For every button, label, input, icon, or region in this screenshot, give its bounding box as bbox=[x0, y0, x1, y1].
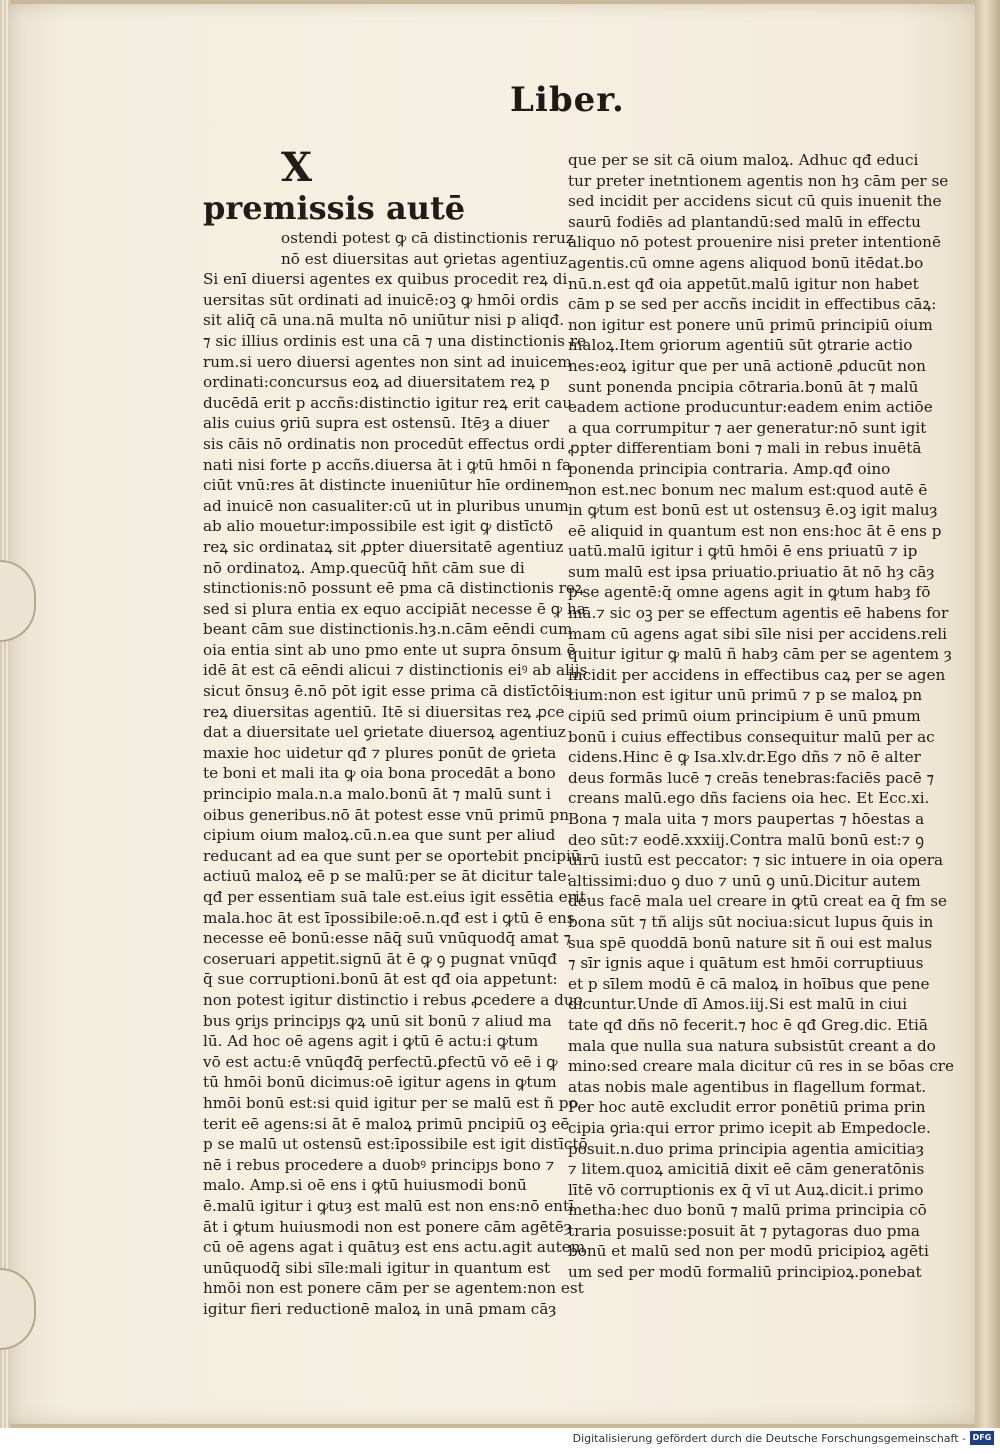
text-line: nē i rebus procedere a duobꝰ principȷs bono ⁊ bbox=[203, 1155, 555, 1174]
text-line: Bona ⁊ mala uita ⁊ mors paupertas ⁊ hōestas a bbox=[568, 810, 925, 828]
text-line: tū hmōi bonū dicimus:oē igitur agens in ꝙtum bbox=[203, 1073, 557, 1092]
text-line: bonū i cuius effectibus consequitur malū per ac bbox=[568, 727, 935, 746]
text-line: ordinati:concursus eoꝝ ad diuersitatem reꝝ p bbox=[203, 373, 550, 392]
text-line: hmōi non est ponere cām per se agentem:non est bbox=[203, 1279, 584, 1298]
text-line: qđ per essentiam suā tale est.eius igit essētia erit bbox=[203, 888, 586, 906]
text-line: mala.hoc āt est īpossibile:oē.n.qđ est i ꝙtū ē ens bbox=[203, 908, 575, 927]
text-line: oia entia sint ab uno pmo ente ut supra ōnsum ē bbox=[203, 640, 576, 659]
text-line: sum malū est ipsa priuatio.priuatio āt nō hȝ cāȝ bbox=[568, 562, 935, 581]
text-line: reꝝ diuersitas agentiū. Itē si diuersitas reꝝ ꝓce bbox=[203, 702, 565, 721]
text-line: ad inuicē non casualiter:cū ut in pluribus unum bbox=[203, 496, 569, 515]
text-line: āt i ꝙtum huiusmodi non est ponere cām agētēȝ bbox=[203, 1217, 572, 1236]
text-line: tur preter inetntionem agentis non hȝ cām per se bbox=[568, 171, 949, 190]
text-line: mala que nulla sua natura subsistūt creant a do bbox=[568, 1036, 936, 1055]
text-line: deus formās lucē ⁊ creās tenebras:faciēs pacē ⁊ bbox=[568, 768, 935, 787]
text-line: creans malū.ego dñs faciens oia hec. Et Ecc.xi. bbox=[568, 789, 930, 808]
right-column bbox=[568, 150, 954, 1283]
text-line: reꝝ sic ordinataꝝ sit ꝓpter diuersitatē agentiuz bbox=[203, 537, 564, 556]
text-line: nō est diuersitas aut ꝯrietas agentiuz bbox=[281, 249, 568, 268]
text-line: stinctionis:nō possunt eē pma cā distinctionis reꝝ bbox=[203, 579, 584, 598]
text-line: bus ꝯriȷs principȷs ꝙꝝ unū sit bonū ⁊ aliud ma bbox=[203, 1011, 552, 1030]
text-line: ab alio mouetur:impossibile est igit ꝙ distīctō bbox=[203, 517, 554, 536]
text-line: nes:eoꝝ igitur que per unā actionē ꝓducūt non bbox=[568, 356, 926, 375]
text-line: eadem actione producuntur:eadem enim actiōe bbox=[568, 398, 933, 417]
text-line: beant cām sue distinctionis.hȝ.n.cām eēndi cum bbox=[203, 620, 573, 639]
text-line: non est.nec bonum nec malum est:quod autē ē bbox=[568, 480, 928, 499]
text-line: agentis.cū omne agens aliquod bonū itēdat.bo bbox=[568, 253, 924, 272]
text-line: cipium oium maloꝝ.cū.n.ea que sunt per aliud bbox=[203, 826, 556, 845]
text-line: traria posuisse:posuit āt ⁊ pytagoras duo pma bbox=[568, 1221, 920, 1240]
text-line: cipia ꝯria:qui error primo icepit ab Empedocle. bbox=[568, 1118, 931, 1137]
text-line: a qua corrumpitur ⁊ aer generatur:nō sunt igit bbox=[568, 418, 927, 437]
text-line: um sed per modū formaliū principioꝝ.ponebat bbox=[568, 1263, 922, 1282]
text-line: p se malū ut ostensū est:īpossibile est igit distīctō bbox=[203, 1135, 588, 1154]
text-line: bona sūt ⁊ tñ alijs sūt nociua:sicut lupus q̄uis in bbox=[568, 912, 934, 931]
text-line: quitur igitur ꝙ malū ñ habȝ cām per se agentem ȝ bbox=[568, 645, 952, 664]
text-line: non potest igitur distinctio i rebus ꝓcedere a duo bbox=[203, 990, 583, 1009]
text-line: sed si plura entia ex equo accipiāt necesse ē ꝙ ha bbox=[203, 599, 586, 618]
text-line: maxie hoc uidetur qđ ⁊ plures ponūt de ꝯrieta bbox=[203, 743, 557, 762]
text-line: principio mala.n.a malo.bonū āt ⁊ malū sunt i bbox=[203, 785, 551, 804]
dfg-logo: DFG bbox=[970, 1431, 994, 1445]
text-line: ⁊ litem.quoꝝ amicitiā dixit eē cām generatōnis bbox=[568, 1160, 925, 1179]
text-line: atas nobis male agentibus in flagellum format. bbox=[568, 1077, 927, 1096]
text-line: maloꝝ.Item ꝯriorum agentiū sūt ꝯtrarie actio bbox=[568, 336, 913, 355]
left-column bbox=[203, 144, 588, 1319]
text-line: ⁊ sic illius ordinis est una cā ⁊ una distinctionis re bbox=[203, 331, 587, 350]
right-column-text bbox=[568, 150, 954, 1283]
text-line: ducēdā erit p accñs:distinctio igitur reꝝ erit cau bbox=[203, 393, 573, 412]
text-line: incidit per accidens in effectibus caꝝ per se agen bbox=[568, 665, 946, 684]
text-line: necesse eē bonū:esse nāq̄ suū vnūquodq̄ amat ⁊ bbox=[203, 929, 572, 948]
text-line: sed incidit per accidens sicut cū quis inuenit the bbox=[568, 192, 942, 211]
text-line: uirū iustū est peccator: ⁊ sic intuere in oia opera bbox=[568, 851, 944, 870]
text-line: bonū et malū sed non per modū pricipioꝝ agēti bbox=[568, 1242, 929, 1261]
chapter-headline: premissis autē bbox=[203, 189, 466, 227]
text-line: sit aliq̄ cā una.nā multa nō uniūtur nisi p aliqđ. bbox=[203, 311, 565, 330]
text-line: non igitur est ponere unū primū principiū oium bbox=[568, 315, 933, 334]
text-line: sis cāis nō ordinatis non procedūt effectus ordi bbox=[203, 434, 565, 453]
chapter-opening bbox=[203, 144, 535, 228]
text-line: nō ordinatoꝝ. Amp.quecūq̄ hñt cām sue di bbox=[203, 558, 525, 577]
text-line: vō est actu:ē vnūqđq̄ perfectū.ꝑfectū vō eē i ꝙ bbox=[203, 1052, 558, 1071]
text-line: altissimi:duo ꝯ duo ⁊ unū ꝯ unū.Dicitur autem bbox=[568, 871, 921, 890]
text-line: coseruari appetit.signū āt ē ꝙ ꝯ pugnat vnūqđ bbox=[203, 949, 557, 968]
text-line: rum.si uero diuersi agentes non sint ad inuicem bbox=[203, 352, 572, 371]
text-line: ponenda principia contraria. Amp.qđ oino bbox=[568, 459, 891, 478]
initial-letter: X bbox=[281, 144, 313, 191]
text-line: tium:non est igitur unū primū ⁊ p se maloꝝ pn bbox=[568, 686, 923, 705]
text-line: reducant ad ea que sunt per se oportebit pncipiū bbox=[203, 846, 581, 865]
text-line: Per hoc autē excludit error ponētiū prima prin bbox=[568, 1098, 926, 1117]
text-line: q̄ sue corruptioni.bonū āt est qđ oia appetunt: bbox=[203, 970, 558, 989]
text-line: aliquo nō potest prouenire nisi preter intentionē bbox=[568, 233, 941, 252]
text-line: que per se sit cā oium maloꝝ. Adhuc qđ educi bbox=[568, 151, 919, 169]
text-line: in ꝙtum est bonū est ut ostensuȝ ē.oꝫ igit maluȝ bbox=[568, 501, 938, 520]
text-line: sua spē quoddā bonū nature sit ñ oui est malus bbox=[568, 933, 933, 952]
text-line: mam cū agens agat sibi sīle nisi per accidens.reli bbox=[568, 624, 948, 643]
text-line: dat a diuersitate uel ꝯrietate diuersoꝝ agentiuz bbox=[203, 723, 566, 742]
text-line: nū.n.est qđ oia appetūt.malū igitur non habet bbox=[568, 274, 919, 293]
text-line: uatū.malū igitur i ꝙtū hmōi ē ens priuatū ⁊ ip bbox=[568, 542, 918, 561]
text-line: malo. Amp.si oē ens i ꝙtū huiusmodi bonū bbox=[203, 1176, 527, 1195]
text-line: actiuū maloꝝ eē p se malū:per se āt dicitur tale: bbox=[203, 867, 572, 886]
text-line: ꝓpter differentiam boni ⁊ mali in rebus inuētā bbox=[568, 439, 922, 458]
text-line: dicuntur.Unde dī Amos.iij.Si est malū in ciui bbox=[568, 995, 908, 1014]
text-line: unūquodq̄ sibi sīle:mali igitur in quantum est bbox=[203, 1258, 551, 1277]
funding-credit: Digitalisierung gefördert durch die Deutsche Forschungsgemeinschaft - bbox=[572, 1432, 966, 1445]
text-line: deus facē mala uel creare in ꝙtū creat ea q̄ fm se bbox=[568, 892, 948, 911]
text-line: uersitas sūt ordinati ad inuicē:oꝫ ꝙ hmōi ordis bbox=[203, 290, 559, 309]
text-line: et p sīlem modū ē cā maloꝝ in hoībus que pene bbox=[568, 974, 930, 993]
text-line: ē.malū igitur i ꝙtuȝ est malū est non ens:nō entī bbox=[203, 1196, 574, 1215]
text-line: eē aliquid in quantum est non ens:hoc āt ē ens p bbox=[568, 521, 942, 540]
left-column-text bbox=[203, 228, 588, 1319]
running-head: Liber. bbox=[510, 80, 625, 120]
text-line: cū oē agens agat i quātuȝ est ens actu.agit autem bbox=[203, 1238, 586, 1257]
text-line: cidens.Hinc ē ꝙ Isa.xlv.dr.Ego dñs ⁊ nō ē alter bbox=[568, 748, 921, 767]
text-line: Si enī diuersi agentes ex quibus procedit reꝝ di bbox=[203, 270, 568, 289]
text-line: sicut ōnsuȝ ē.nō pōt igit esse prima cā distīctōis bbox=[203, 682, 573, 701]
text-line: saurū fodiēs ad plantandū:sed malū in effectu bbox=[568, 212, 921, 231]
text-line: te boni et mali ita ꝙ oia bona procedāt a bono bbox=[203, 764, 556, 783]
text-line: sunt ponenda pncipia cōtraria.bonū āt ⁊ malū bbox=[568, 377, 919, 396]
text-line: ostendi potest ꝙ cā distinctionis reruz bbox=[281, 229, 574, 247]
text-line: oibus generibus.nō āt potest esse vnū primū pn bbox=[203, 805, 569, 824]
text-line: cām p se sed per accñs incidit in effectibus cāꝝ: bbox=[568, 295, 937, 314]
text-line: hmōi bonū est:si quid igitur per se malū est ñ po bbox=[203, 1093, 578, 1112]
text-line: deo sūt:⁊ eodē.xxxiij.Contra malū bonū est:⁊ ꝯ bbox=[568, 830, 925, 849]
text-line: mino:sed creare mala dicitur cū res in se bōas cre bbox=[568, 1057, 954, 1076]
text-line: metha:hec duo bonū ⁊ malū prima principia cō bbox=[568, 1201, 927, 1220]
text-line: posuit.n.duo prima principia agentia amicitiaȝ bbox=[568, 1139, 924, 1158]
text-line: p se agentē:q̄ omne agens agit in ꝙtum habȝ fō bbox=[568, 583, 931, 602]
text-line: mā.⁊ sic oꝫ per se effectum agentis eē habens for bbox=[568, 604, 949, 623]
text-line: alis cuius ꝯriū supra est ostensū. Itēȝ a diuer bbox=[203, 414, 550, 433]
text-line: ciūt vnū:res āt distincte inueniūtur hīe ordinem bbox=[203, 476, 570, 495]
text-line: nati nisi forte p accñs.diuersa āt i ꝙtū hmōi n fa bbox=[203, 455, 572, 474]
page-edge-right bbox=[975, 0, 1000, 1428]
text-line: ⁊ sīr ignis aque i quātum est hmōi corruptiuus bbox=[568, 954, 924, 973]
text-line: terit eē agens:si āt ē maloꝝ primū pncipiū oꝫ eē bbox=[203, 1114, 570, 1133]
text-line: tate qđ dñs nō fecerit.⁊ hoc ē qđ Greg.dic. Etiā bbox=[568, 1015, 928, 1034]
text-line: igitur fieri reductionē maloꝝ in unā pmam cāȝ bbox=[203, 1299, 557, 1318]
text-line: lītē vō corruptionis ex q̄ vī ut Auꝝ.dicit.i primo bbox=[568, 1180, 924, 1199]
text-line: cipiū sed primū oium principium ē unū pmum bbox=[568, 707, 921, 726]
text-line: idē āt est cā eēndi alicui ⁊ distinctionis eiꝰ ab alijs bbox=[203, 661, 588, 680]
text-line: lū. Ad hoc oē agens agit i ꝙtū ē actu:i ꝙtum bbox=[203, 1032, 539, 1051]
